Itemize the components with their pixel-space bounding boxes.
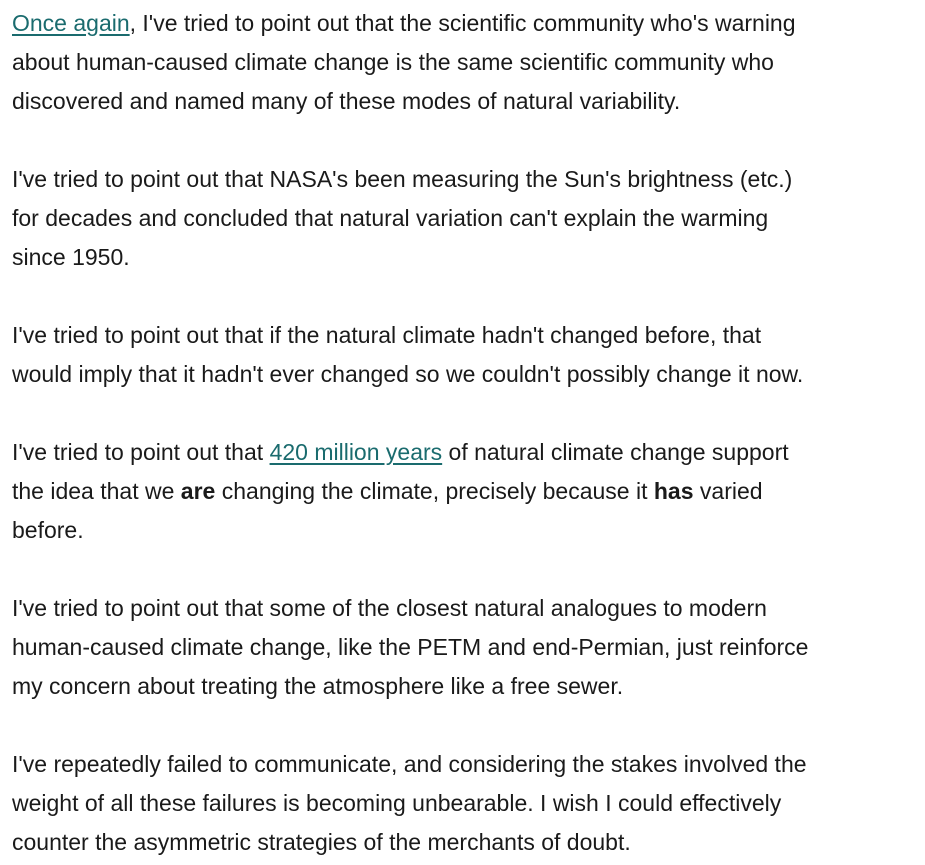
paragraph-nasa (12, 160, 925, 277)
paragraph-text: I've tried to point out that NASA's been measuring the Sun's brightness (etc.) (12, 166, 793, 192)
paragraph-text: since 1950. (12, 244, 130, 270)
paragraph-text: , I've tried to point out that the scientific community who's warning (129, 10, 796, 36)
emphasis-has: has (653, 478, 694, 504)
once-again-link[interactable]: Once again (12, 10, 130, 36)
paragraph-once-again (12, 4, 925, 121)
emphasis-are: are (180, 478, 216, 504)
paragraph-text: before. (12, 517, 84, 543)
paragraph-text: counter the asymmetric strategies of the merchants of doubt. (12, 829, 631, 855)
paragraph-text: my concern about treating the atmosphere like a free sewer. (12, 673, 624, 699)
paragraph-text: weight of all these failures is becoming unbearable. I wish I could effectively (12, 790, 782, 816)
paragraph-natural-climate (12, 316, 925, 394)
paragraph-failed-to-communicate (12, 745, 925, 862)
paragraph-text: I've repeatedly failed to communicate, and considering the stakes involved the (12, 751, 807, 777)
paragraph-text: human-caused climate change, like the PETM and end-Permian, just reinforce (12, 634, 809, 660)
paragraph-petm (12, 589, 925, 706)
420-million-years-link[interactable]: 420 million years (269, 439, 443, 465)
paragraph-text: about human-caused climate change is the same scientific community who (12, 49, 774, 75)
paragraph-420-million-years (12, 433, 925, 550)
paragraph-text: for decades and concluded that natural variation can't explain the warming (12, 205, 769, 231)
paragraph-text: I've tried to point out that (12, 439, 270, 465)
paragraph-text: the idea that we (12, 478, 181, 504)
paragraph-text: would imply that it hadn't ever changed so we couldn't possibly change it now. (12, 361, 804, 387)
paragraph-text: changing the climate, precisely because it (215, 478, 654, 504)
paragraph-text: of natural climate change support (442, 439, 789, 465)
paragraph-text: discovered and named many of these modes of natural variability. (12, 88, 681, 114)
paragraph-text: I've tried to point out that if the natural climate hadn't changed before, that (12, 322, 762, 348)
paragraph-text: varied (693, 478, 763, 504)
paragraph-text: I've tried to point out that some of the closest natural analogues to modern (12, 595, 767, 621)
